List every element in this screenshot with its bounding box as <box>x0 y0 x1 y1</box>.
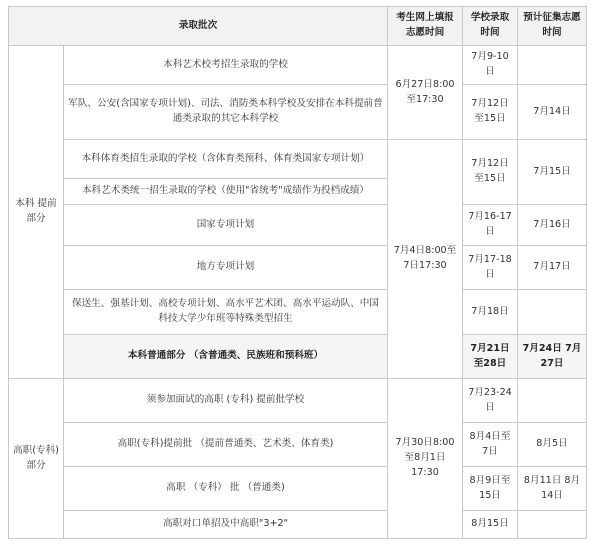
admission-time-cell: 7月12日至15日 <box>463 85 518 140</box>
group-label-vocational: 高职(专科) 部分 <box>9 379 64 539</box>
solicit-time-cell: 8月5日 <box>518 423 587 467</box>
table-row <box>9 467 587 511</box>
table-row <box>9 246 587 290</box>
table-row <box>9 511 587 539</box>
solicit-time-cell: 8月11日 8月14日 <box>518 467 587 511</box>
batch-label: 国家专项计划 <box>64 205 388 246</box>
batch-label: 高职对口单招及中高职"3+2" <box>64 511 388 539</box>
batch-label: 保送生、强基计划、高校专项计划、高水平艺术团、高水平运动队、中国科技大学少年班等特殊类型招生 <box>64 290 388 335</box>
solicit-time-cell: 7月15日 <box>518 140 587 205</box>
solicit-time-cell: 7月24日 7月27日 <box>518 335 587 379</box>
admission-time-cell: 8月4日至7日 <box>463 423 518 467</box>
admission-schedule-table <box>8 6 587 539</box>
table-row <box>9 140 587 179</box>
batch-label: 高职(专科)提前批 （提前普通类、艺术类、体育类) <box>64 423 388 467</box>
admission-time-cell: 7月12日至15日 <box>463 140 518 205</box>
table-row <box>9 335 587 379</box>
header-row <box>9 7 587 46</box>
table-row <box>9 85 587 140</box>
group-label-undergrad: 本科 提前部分 <box>9 46 64 379</box>
admission-time-cell: 7月9-10日 <box>463 46 518 85</box>
header-admission-time: 学校录取时间 <box>463 7 518 46</box>
table-row <box>9 423 587 467</box>
header-batch: 录取批次 <box>9 7 388 46</box>
solicit-time-cell: 7月17日 <box>518 246 587 290</box>
fill-time-cell: 7月4日8:00至7日17:30 <box>388 140 463 379</box>
solicit-time-cell: 7月16日 <box>518 205 587 246</box>
solicit-time-cell: 7月14日 <box>518 85 587 140</box>
batch-label: 地方专项计划 <box>64 246 388 290</box>
solicit-time-cell <box>518 290 587 335</box>
admission-time-cell: 7月16-17日 <box>463 205 518 246</box>
admission-time-cell: 7月21日至28日 <box>463 335 518 379</box>
batch-label: 本科普通部分 （含普通类、民族班和预科班） <box>64 335 388 379</box>
batch-label: 军队、公安(含国家专项计划)、司法、消防类本科学校及安排在本科提前普通类录取的其它本科学校 <box>64 85 388 140</box>
table-row <box>9 46 587 85</box>
admission-time-cell: 7月18日 <box>463 290 518 335</box>
fill-time-cell: 6月27日8:00至17:30 <box>388 46 463 140</box>
batch-label: 本科艺术校考招生录取的学校 <box>64 46 388 85</box>
table-row <box>9 205 587 246</box>
batch-label: 本科艺术类统一招生录取的学校（使用"省统考"成绩作为投档成绩） <box>64 179 388 205</box>
admission-time-cell: 8月9日至15日 <box>463 467 518 511</box>
solicit-time-cell <box>518 46 587 85</box>
solicit-time-cell <box>518 511 587 539</box>
admission-time-cell: 7月17-18日 <box>463 246 518 290</box>
table-row <box>9 379 587 423</box>
admission-time-cell: 7月23-24日 <box>463 379 518 423</box>
solicit-time-cell <box>518 379 587 423</box>
table-row <box>9 290 587 335</box>
header-solicit-time: 预计征集志愿时间 <box>518 7 587 46</box>
batch-label: 本科体育类招生录取的学校（含体育类预科、体育类国家专项计划） <box>64 140 388 179</box>
batch-label: 高职 （专科） 批 （普通类) <box>64 467 388 511</box>
batch-label: 须参加面试的高职 (专科) 提前批学校 <box>64 379 388 423</box>
header-fill-time: 考生网上填报志愿时间 <box>388 7 463 46</box>
admission-time-cell: 8月15日 <box>463 511 518 539</box>
fill-time-cell: 7月30日8:00至8月1日17:30 <box>388 379 463 539</box>
